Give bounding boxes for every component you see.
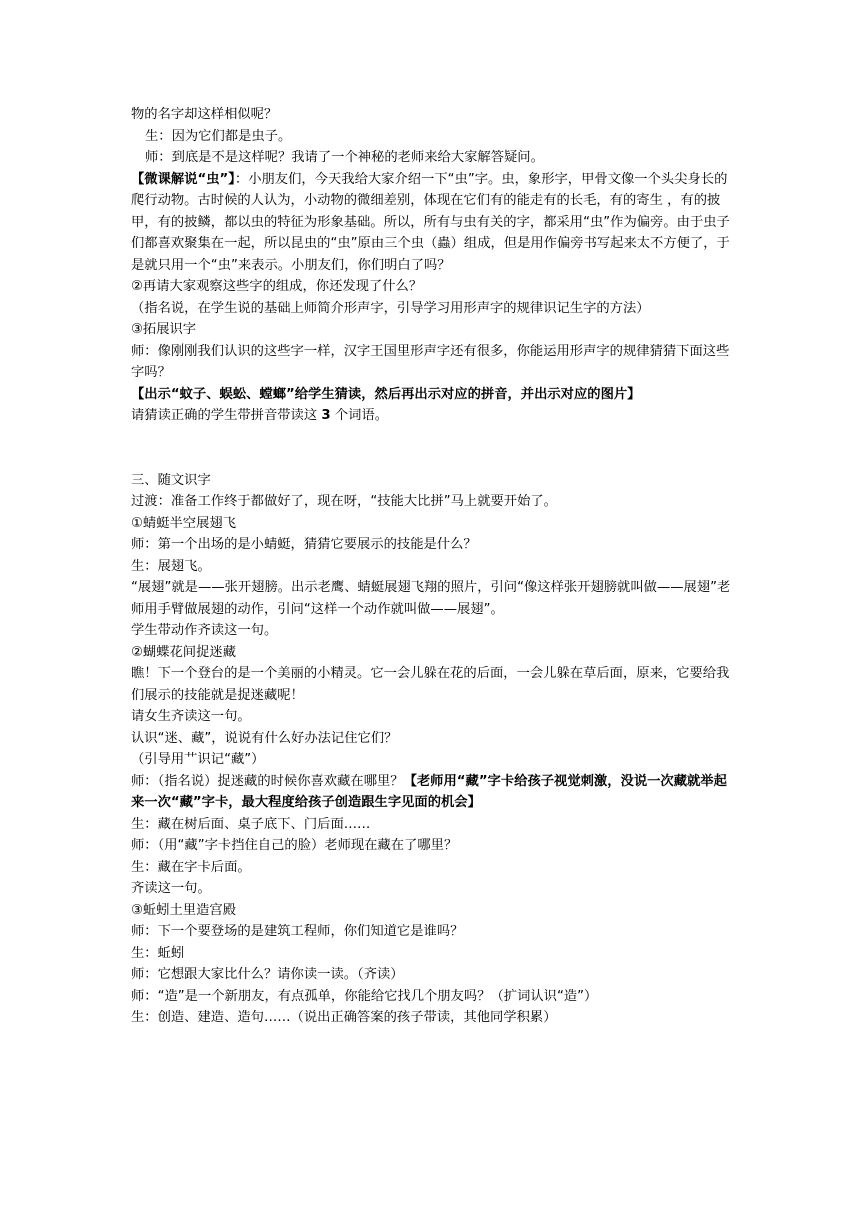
section-label: 【微课解说“虫”】: [131, 171, 235, 187]
text-line: 生：蚯蚓: [131, 945, 185, 961]
text-line: 师：像刚刚我们认识的这些字一样，汉字王国里形声字还有很多，你能运用形声字的规律猜猜下面这些字吗？: [131, 343, 730, 380]
text-line: 生：创造、建造、造句……（说出正确答案的孩子带读，其他同学积累）: [131, 1010, 557, 1025]
text-line: 请女生齐读这一句。: [131, 709, 251, 724]
paragraph-text: ：小朋友们，今天我给大家介绍一下“虫”字。虫，象形字，甲骨文像一个头尖身长的爬行动物。古时候的人认为，小动物的微细差别，体现在它们有的能走有的长毛，有的寄生 ，有的披甲，有的披鳞，都以虫的特征为形象基础。所以，所有与虫有关的字，都采用“虫”作为偏旁。由于虫子们都喜欢聚集在一起，所以昆虫的“虫”原由三个虫（蟲）组成，但是用作偏旁书写起来太不方便了，于是就只用一个“虫”来表示。小朋友们，你们明白了吗？: [131, 171, 730, 273]
spacer: [131, 427, 731, 470]
text-line: 生：因为它们都是虫子。: [145, 128, 292, 144]
text-line: （引导用艹识记“藏”）: [131, 752, 265, 767]
text-line: 学生带动作齐读这一句。: [131, 623, 278, 638]
text-line: [131, 405, 731, 427]
section-heading: 三、随文识字: [131, 472, 211, 488]
number: 3: [321, 408, 331, 423]
text-line: 师：第一个出场的是小蜻蜓，猜猜它要展示的技能是什么？: [131, 537, 477, 552]
document-body: [131, 104, 731, 1029]
text-line: 生：藏在树后面、桌子底下、门后面……: [131, 816, 371, 832]
text-line: 生：展翅飞。: [131, 558, 211, 574]
text-line: 过渡：准备工作终于都做好了，现在呀，“技能大比拼”马上就要开始了。: [131, 494, 557, 509]
text-fragment: 请猜读正确的学生带拼音带读这: [131, 408, 322, 423]
text-line: 师：（用“藏”字卡挡住自己的脸）老师现在藏在了哪里？: [131, 838, 458, 853]
paragraph: [131, 771, 731, 814]
text-line: ②再请大家观察这些字的组成，你还发现了什么？: [131, 279, 423, 294]
paragraph-text: 师：（指名说）捉迷藏的时候你喜欢藏在哪里？: [131, 773, 404, 789]
text-line: 生：藏在字卡后面。: [131, 859, 251, 875]
teacher-note: 【老师用“藏”字卡给孩子视觉刺激，没说一次藏就举起来一次“藏”字卡，最大程度给孩子创造跟生字见面的机会】: [131, 773, 727, 810]
text-line: 师：它想跟大家比什么？请你读一读。（齐读）: [131, 967, 404, 982]
text-line: ③蚯蚓土里造宫殿: [131, 902, 236, 918]
text-line: 物的名字却这样相似呢？: [131, 107, 278, 122]
text-line: 师：到底是不是这样呢？我请了一个神秘的老师来给大家解答疑问。: [145, 150, 544, 165]
text-line: 【出示“蚊子、蜈蚣、螳螂”给学生猜读，然后再出示对应的拼音，并出示对应的图片】: [131, 386, 641, 402]
text-line: ③拓展识字: [131, 322, 197, 337]
paragraph: [131, 169, 731, 277]
text-line: 瞧！下一个登台的是一个美丽的小精灵。它一会儿躲在花的后面，一会儿躲在草后面，原来，它要给我们展示的技能就是捉迷藏呢！: [131, 666, 730, 703]
text-line: 认识“迷、藏”，说说有什么好办法记住它们？: [131, 730, 398, 746]
text-line: 齐读这一句。: [131, 881, 211, 896]
text-line: 师：“造”是一个新朋友，有点孤单，你能给它找几个朋友吗？（扩词认识“造”）: [131, 988, 598, 1004]
text-fragment: 个词语。: [330, 408, 389, 423]
text-line: ②蝴蝶花间捉迷藏: [131, 644, 236, 660]
text-line: 师：下一个要登场的是建筑工程师，你们知道它是谁吗？: [131, 924, 464, 939]
text-line: ①蜻蜓半空展翅飞: [131, 515, 236, 531]
text-line: “展翅”就是——张开翅膀。出示老鹰、蜻蜓展翅飞翔的照片，引问“像这样张开翅膀就叫做——展翅”老师用手臂做展翅的动作，引问“这样一个动作就叫做——展翅”。: [131, 580, 731, 617]
text-line: （指名说，在学生说的基础上师简介形声字，引导学习用形声字的规律识记生字的方法）: [131, 300, 650, 316]
